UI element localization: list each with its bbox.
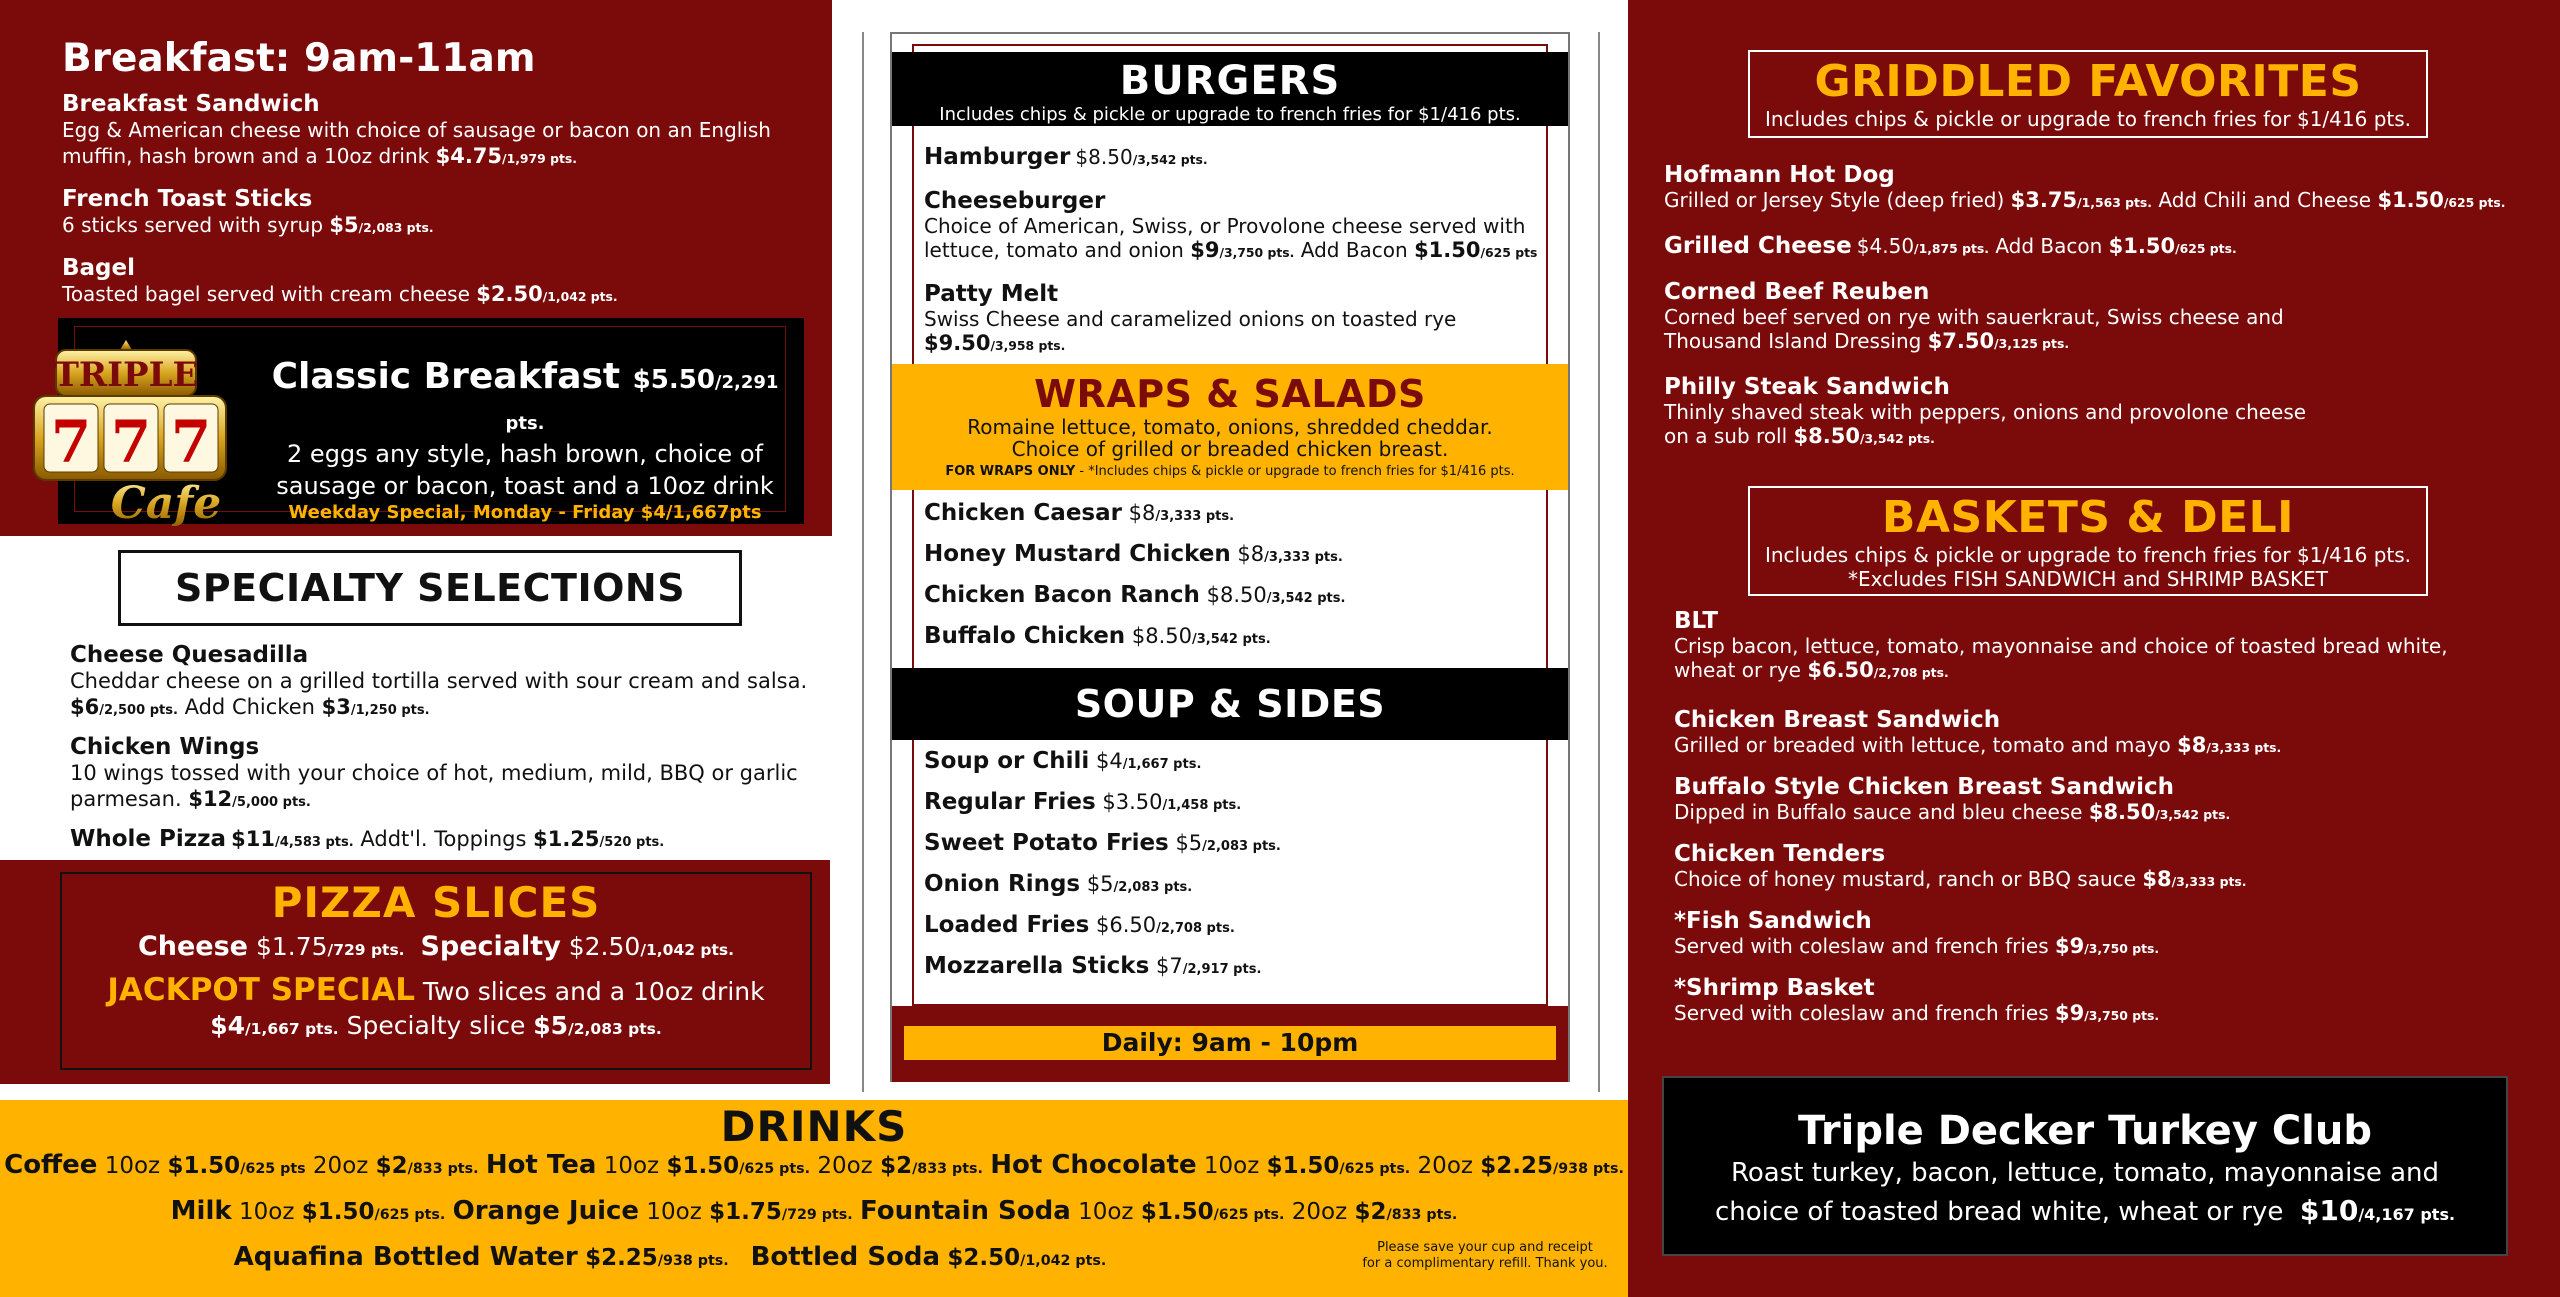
item-price: $4.75 <box>435 144 503 168</box>
wraps-note-label: FOR WRAPS ONLY <box>945 464 1076 479</box>
baskets-subtitle1: Includes chips & pickle or upgrade to french fries for $1/416 pts. <box>1764 543 2412 567</box>
svg-text:TRIPLE: TRIPLE <box>53 355 199 395</box>
drinks-title: DRINKS <box>720 1102 908 1151</box>
addon-pts: /520 pts. <box>599 835 665 850</box>
item-pts: /2,500 pts. <box>99 703 178 718</box>
specialty-title: SPECIALTY SELECTIONS <box>174 566 686 610</box>
item-pts: /2,083 pts. <box>358 220 434 235</box>
menu-item-bagel <box>62 255 822 310</box>
menu-item-mozzarella-sticks: Mozzarella Sticks $7/2,917 pts. <box>924 953 1262 979</box>
club-title: Triple Decker Turkey Club <box>1797 1108 2372 1154</box>
menu-item-quesadilla <box>70 642 830 724</box>
baskets-title: BASKETS & DELI <box>1881 492 2295 543</box>
weekday-special: Weekday Special, Monday - Friday $4/1,667pts <box>288 502 762 523</box>
griddled-title: GRIDDLED FAVORITES <box>1814 56 2362 107</box>
item-price: $9.50 <box>924 331 991 355</box>
wraps-line2: Choice of grilled or breaded chicken breast. <box>1011 437 1449 461</box>
menu-item-blt: BLT Crisp bacon, lettuce, tomato, mayonnaise and choice of toasted bread white, wheat or rye $6.50/2,708 pts. <box>1674 608 2448 682</box>
baskets-subtitle2: *Excludes FISH SANDWICH and SHRIMP BASKET <box>1847 567 2329 591</box>
menu-item-buffalo-breast: Buffalo Style Chicken Breast Sandwich Dipped in Buffalo sauce and bleu cheese $8.50/3,542 pts. <box>1674 774 2231 824</box>
club-desc1: Roast turkey, bacon, lettuce, tomato, mayonnaise and <box>1730 1158 2440 1188</box>
refill-note: Please save your cup and receipt for a complimentary refill. Thank you. <box>1362 1240 1608 1271</box>
item-name: Cheeseburger <box>924 188 1106 214</box>
item-price: $5 <box>329 213 359 237</box>
specialty-slice-pts: /1,042 pts. <box>640 941 735 959</box>
item-price: $2.50 <box>476 282 543 306</box>
menu-item-breakfast-sandwich <box>62 91 822 172</box>
item-price: $12 <box>188 787 233 811</box>
item-name: Philly Steak Sandwich <box>1664 374 1950 400</box>
wraps-title: WRAPS & SALADS <box>1034 372 1426 416</box>
classic-title: Classic Breakfast <box>271 356 621 397</box>
menu-item-cheeseburger <box>924 188 1554 265</box>
addon-pts: /1,250 pts. <box>350 703 430 718</box>
griddled-subtitle: Includes chips & pickle or upgrade to french fries for $1/416 pts. <box>1764 107 2412 131</box>
menu-item-hot-dog: Hofmann Hot Dog Grilled or Jersey Style (deep fried) $3.75/1,563 pts. Add Chili and Cheese $1.50/625 pts. <box>1664 162 2544 215</box>
item-pts: /4,583 pts. <box>275 835 354 850</box>
menu-item-chicken-bacon-ranch: Chicken Bacon Ranch $8.50/3,542 pts. <box>924 582 1346 608</box>
menu-item-french-toast <box>62 186 822 241</box>
item-price: $8.50 <box>1075 145 1133 169</box>
addon-price: $3 <box>321 695 351 719</box>
menu-item-hamburger <box>924 144 1554 172</box>
wraps-note: - *Includes chips & pickle or upgrade to french fries for $1/416 pts. <box>1075 464 1515 479</box>
item-pts: /3,958 pts. <box>990 338 1066 353</box>
drink-hot-tea: Hot Tea <box>485 1150 597 1180</box>
menu-item-philly: Philly Steak Sandwich Thinly shaved steak with peppers, onions and provolone cheese on a sub roll $8.50/3,542 pts. <box>1664 374 2544 451</box>
classic-price: $5.50 <box>632 365 715 395</box>
menu-item-shrimp-basket: *Shrimp Basket Served with coleslaw and french fries $9/3,750 pts. <box>1674 975 2160 1025</box>
classic-pts: /2,291 pts. <box>505 372 779 434</box>
club-price: $10 <box>2299 1194 2359 1227</box>
burgers-section <box>924 144 1554 374</box>
jackpot-extra-price: $5 <box>533 1011 569 1040</box>
item-pts: /5,000 pts. <box>232 795 311 810</box>
specialty-slice-name: Specialty <box>420 931 561 962</box>
item-desc: Egg & American cheese with choice of sausage or bacon on an English muffin, hash brown and a 10oz drink <box>62 118 771 168</box>
item-name: Hofmann Hot Dog <box>1664 162 1895 188</box>
menu-item-buffalo-chicken: Buffalo Chicken $8.50/3,542 pts. <box>924 623 1271 649</box>
menu-item-chicken-caesar: Chicken Caesar $8/3,333 pts. <box>924 500 1235 526</box>
item-pts: /1,042 pts. <box>542 289 618 304</box>
cheese-slice-pts: /729 pts. <box>327 941 405 959</box>
svg-text:7: 7 <box>110 408 152 476</box>
item-name: Corned Beef Reuben <box>1664 279 1930 305</box>
addon-pts: /625 pts <box>1480 245 1538 260</box>
triple-777-cafe-logo <box>26 336 238 526</box>
menu-item-regular-fries: Regular Fries $3.50/1,458 pts. <box>924 789 1242 815</box>
item-price: $11 <box>231 827 276 851</box>
menu-item-sweet-potato-fries: Sweet Potato Fries $5/2,083 pts. <box>924 830 1281 856</box>
menu-item-onion-rings: Onion Rings $5/2,083 pts. <box>924 871 1193 897</box>
menu-item-whole-pizza <box>70 826 830 856</box>
turkey-club-box <box>1662 1076 2508 1256</box>
classic-breakfast <box>250 356 800 523</box>
item-desc: Choice of American, Swiss, or Provolone cheese served with lettuce, tomato and onion <box>924 214 1526 262</box>
burgers-title: BURGERS <box>1119 58 1341 104</box>
menu-item-loaded-fries: Loaded Fries $6.50/2,708 pts. <box>924 912 1235 938</box>
specialty-section <box>70 642 830 866</box>
item-name: Breakfast Sandwich <box>62 91 320 117</box>
jackpot-price: $4 <box>210 1011 245 1040</box>
griddled-header <box>1748 50 2428 138</box>
drink-coffee: Coffee <box>4 1150 98 1180</box>
svg-text:Cafe: Cafe <box>110 478 222 526</box>
wraps-section <box>924 500 1554 664</box>
burgers-header <box>892 52 1568 126</box>
drink-bottled-water: Aquafina Bottled Water <box>233 1242 578 1272</box>
menu-item-wings <box>70 734 830 816</box>
menu-item-patty-melt <box>924 281 1554 358</box>
item-desc: 10 wings tossed with your choice of hot, medium, mild, BBQ or garlic parmesan. <box>70 761 798 811</box>
drink-orange-juice: Orange Juice <box>452 1196 640 1226</box>
jackpot-extra: Specialty slice <box>346 1011 526 1040</box>
jackpot-desc: Two slices and a 10oz drink <box>422 977 765 1006</box>
item-name: Patty Melt <box>924 281 1059 307</box>
cheese-slice-name: Cheese <box>137 931 248 962</box>
item-name: Whole Pizza <box>70 826 227 852</box>
menu-item-soup: Soup or Chili $4/1,667 pts. <box>924 748 1202 774</box>
item-desc: Cheddar cheese on a grilled tortilla served with sour cream and salsa. <box>70 669 808 693</box>
breakfast-title: Breakfast: 9am-11am <box>62 36 536 81</box>
item-name: French Toast Sticks <box>62 186 313 212</box>
breakfast-section <box>62 36 822 324</box>
item-pts: /3,750 pts. <box>1219 245 1295 260</box>
specialty-slice-price: $2.50 <box>568 932 641 961</box>
drinks-row-2: Milk 10oz $1.50/625 pts. Orange Juice 10oz $1.75/729 pts. Fountain Soda 10oz $1.50/625 pts. 20oz $2/833 pts. <box>170 1196 1458 1226</box>
addon-price: $1.50 <box>1414 238 1481 262</box>
wraps-line1: Romaine lettuce, tomato, onions, shredded cheddar. <box>967 415 1493 439</box>
club-pts: /4,167 pts. <box>2358 1205 2456 1224</box>
classic-desc: 2 eggs any style, hash brown, choice of sausage or bacon, toast and a 10oz drink <box>276 440 774 500</box>
item-desc: Swiss Cheese and caramelized onions on toasted rye <box>924 307 1457 331</box>
menu-item-fish-sandwich: *Fish Sandwich Served with coleslaw and french fries $9/3,750 pts. <box>1674 908 2160 958</box>
soup-title: SOUP & SIDES <box>1074 682 1386 726</box>
soup-header <box>892 668 1568 740</box>
item-name: Cheese Quesadilla <box>70 642 309 668</box>
addon-price: $1.25 <box>533 827 600 851</box>
drinks-row-3: Aquafina Bottled Water $2.25/938 pts. Bottled Soda $2.50/1,042 pts. <box>233 1242 1107 1272</box>
drink-fountain-soda: Fountain Soda <box>860 1196 1071 1226</box>
item-desc: 6 sticks served with syrup <box>62 213 324 237</box>
menu-item-grilled-cheese: Grilled Cheese $4.50/1,875 pts. Add Bacon $1.50/625 pts. <box>1664 233 2237 259</box>
daily-hours: Daily: 9am - 10pm <box>904 1026 1556 1060</box>
menu-item-tenders: Chicken Tenders Choice of honey mustard, ranch or BBQ sauce $8/3,333 pts. <box>1674 841 2247 891</box>
svg-text:7: 7 <box>50 408 92 476</box>
drink-bottled-soda: Bottled Soda <box>750 1242 941 1272</box>
svg-text:7: 7 <box>170 408 212 476</box>
soup-section <box>924 748 1554 994</box>
item-name: Chicken Wings <box>70 734 260 760</box>
item-desc: Toasted bagel served with cream cheese <box>62 282 470 306</box>
baskets-header <box>1748 486 2428 596</box>
addon-label: Add Bacon <box>1300 238 1408 262</box>
menu-item-honey-mustard: Honey Mustard Chicken $8/3,333 pts. <box>924 541 1343 567</box>
pizza-slices-section <box>60 878 812 1043</box>
cheese-slice-price: $1.75 <box>255 932 328 961</box>
menu-item-reuben: Corned Beef Reuben Corned beef served on rye with sauerkraut, Swiss cheese and Thousand Island Dressing $7.50/3,125 pts. <box>1664 279 2544 356</box>
addon-label: Addt'l. Toppings <box>360 827 527 851</box>
column-divider <box>1598 32 1600 1092</box>
griddled-section <box>1664 162 2544 469</box>
wraps-header <box>892 364 1568 490</box>
drinks-row-1: Coffee 10oz $1.50/625 pts 20oz $2/833 pts. Hot Tea 10oz $1.50/625 pts. 20oz $2/833 pts. Hot Chocolate 10oz $1.50/625 pts. 20oz $2.25/938 pts. <box>4 1150 1624 1180</box>
pizza-title: PIZZA SLICES <box>271 878 601 927</box>
item-name: Bagel <box>62 255 135 281</box>
addon-label: Add Chicken <box>184 695 315 719</box>
drink-hot-chocolate: Hot Chocolate <box>990 1150 1197 1180</box>
item-price: $6 <box>70 695 100 719</box>
baskets-section <box>1674 608 2544 1042</box>
column-divider <box>862 32 864 1092</box>
drink-milk: Milk <box>170 1196 232 1226</box>
item-name: Grilled Cheese <box>1664 233 1852 259</box>
specialty-heading-box <box>118 550 742 626</box>
item-pts: /1,979 pts. <box>502 151 577 166</box>
item-price: $9 <box>1190 238 1220 262</box>
burgers-subtitle: Includes chips & pickle or upgrade to french fries for $1/416 pts. <box>939 104 1521 125</box>
item-pts: /3,542 pts. <box>1132 152 1208 167</box>
jackpot-pts: /1,667 pts. <box>244 1020 339 1038</box>
jackpot-extra-pts: /2,083 pts. <box>568 1020 662 1038</box>
club-desc2: choice of toasted bread white, wheat or rye <box>1714 1197 2284 1227</box>
jackpot-title: JACKPOT SPECIAL <box>107 972 415 1008</box>
menu-item-chicken-breast: Chicken Breast Sandwich Grilled or breaded with lettuce, tomato and mayo $8/3,333 pts. <box>1674 707 2282 757</box>
item-name: Hamburger <box>924 144 1071 170</box>
